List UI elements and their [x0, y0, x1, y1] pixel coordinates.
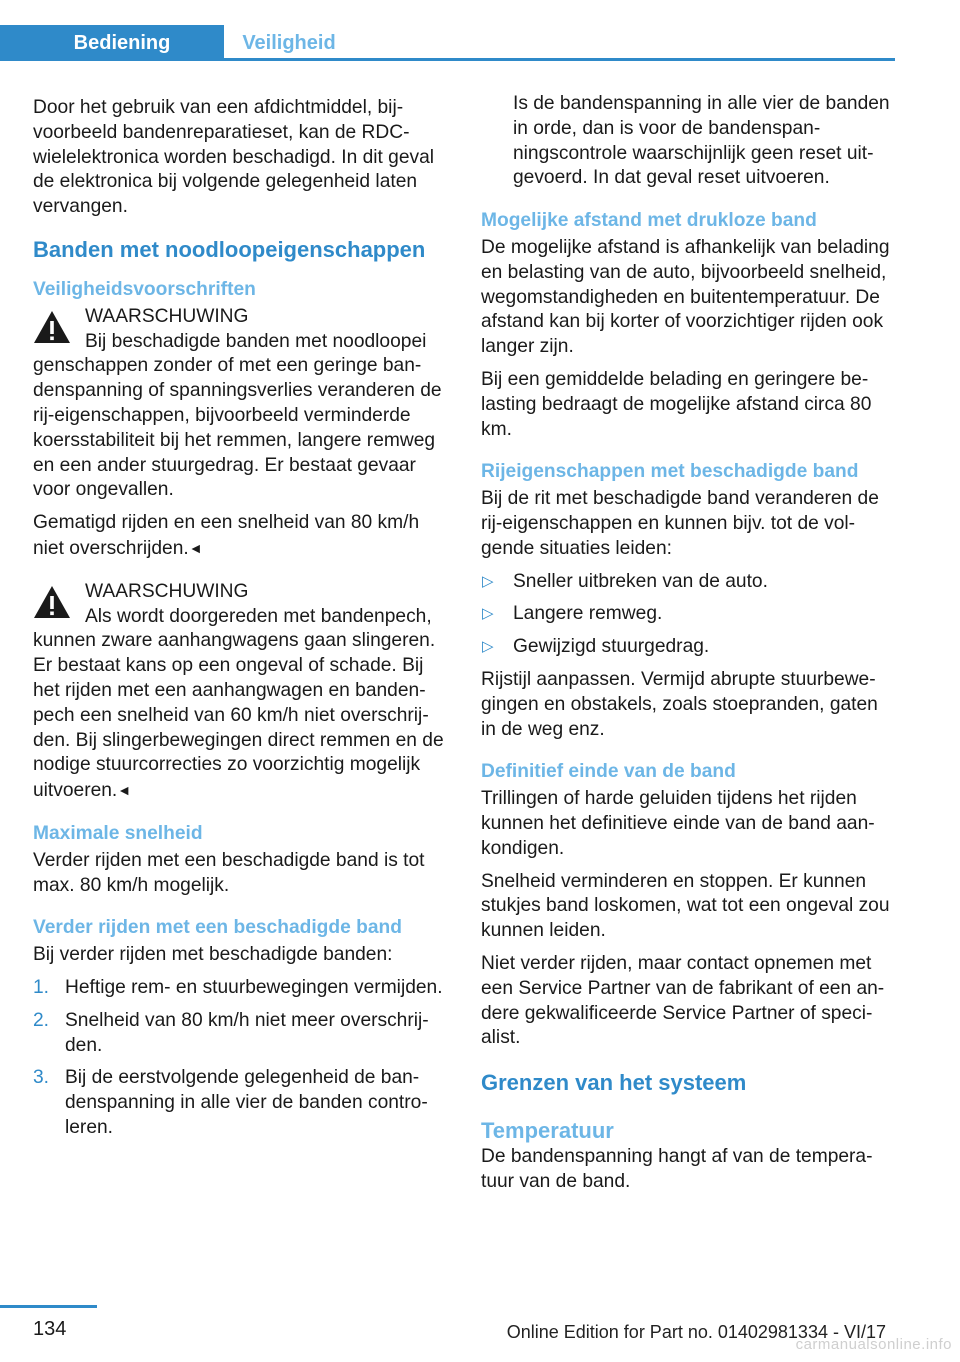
- footer-rule: [0, 1305, 97, 1308]
- warning-1-followup-text: Gematigd rijden en een snelheid van 80 km/h niet overschrijden.: [33, 512, 420, 559]
- heading-temperatuur: Temperatuur: [481, 1118, 614, 1144]
- heading-veiligheidsvoorschriften: Veiligheidsvoorschriften: [33, 278, 256, 300]
- rij-after-paragraph: Rijstijl aanpassen. Vermijd abrupte stuurbewegingen en obstakels, zoals stoepranden, gaten in de weg enz.: [481, 668, 878, 740]
- step-number: 3.: [33, 1067, 50, 1089]
- warning-triangle-icon: [33, 585, 71, 619]
- left-column: [33, 96, 451, 1149]
- right-column: [481, 92, 895, 1203]
- warning-title: WAARSCHUWING: [85, 305, 249, 327]
- step-number: 1.: [33, 976, 50, 998]
- end-mark: ◄: [117, 782, 132, 799]
- steps-list: [33, 976, 451, 1141]
- einde-paragraph-3: Niet verder rijden, maar contact opnemen met een Service Partner van de fabrikant of een andere gekwalificeerde Service Partner of specialist.: [481, 952, 885, 1049]
- warning-1-followup: [33, 511, 451, 562]
- heading-mogelijke-afstand: Mogelijke afstand met drukloze band: [481, 210, 817, 232]
- step-text: Heftige rem- en stuurbewegingen vermijden.: [65, 976, 443, 998]
- warning-first-line: Bij beschadigde banden met noodloopei: [85, 330, 427, 352]
- continued-step-paragraph: Is de bandenspanning in alle vier de banden in orde, dan is voor de bandenspanningscontrole waarschijnlijk geen reset uitgevoerd. In dat geval reset uitvoeren.: [513, 93, 890, 189]
- chapter-tabbar: [0, 25, 895, 61]
- warning-first-line: Als wordt doorgereden met bandenpech,: [85, 605, 432, 627]
- warning-body-text: kunnen zware aanhangwagens gaan slingeren. Er bestaat kans op een ongeval of schade. Bij het rijden met een aanhangwagen en bandenpech een snelheid van 60 km/h niet overschrijden. Bij slingerbewegingen direct remmen en de nodige stuurcorrecties zo voorzichtig mogelijk uitvoeren.: [33, 630, 444, 802]
- heading-noodloop: Banden met noodloopeigenschappen: [33, 236, 426, 262]
- bullet-text: Sneller uitbreken van de auto.: [513, 570, 768, 592]
- page-number: 134: [33, 1318, 67, 1340]
- list-item: [33, 976, 451, 1001]
- warning-block-1: [33, 305, 451, 503]
- heading-definitief-einde: Definitief einde van de band: [481, 761, 736, 783]
- max-paragraph: Verder rijden met een beschadigde band is tot max. 80 km/h mogelijk.: [33, 849, 425, 896]
- bullet-triangle-icon: ▷: [482, 572, 494, 590]
- intro-paragraph: Door het gebruik van een afdichtmiddel, bijvoorbeeld bandenreparatieset, kan de RDC-wielelektronica worden beschadigd. In dit geval de elektronica bij volgende gelegenheid laten vervangen.: [33, 97, 435, 218]
- warning-body: genschappen zonder of met een geringe bandenspanning of spanningsverlies veranderen de rij-eigenschappen, bijvoorbeeld verminderde koersstabiliteit bij het remmen, langere remweg en een ander stuurgedrag. Er bestaat gevaar voor ongevallen.: [33, 355, 442, 501]
- list-item: [481, 635, 895, 660]
- step-number: 2.: [33, 1009, 50, 1031]
- warning-body: [33, 629, 451, 804]
- rij-intro: Bij de rit met beschadigde band veranderen de rij-eigenschappen en kunnen bijv. tot de volgende situaties leiden:: [481, 488, 879, 559]
- list-item: [33, 1066, 451, 1140]
- tabbar-rule: [0, 58, 895, 61]
- warning-triangle-icon: [33, 310, 71, 344]
- tab-veiligheid[interactable]: Veiligheid: [242, 31, 336, 54]
- bullet-text: Langere remweg.: [513, 603, 663, 625]
- heading-rijeigenschappen: Rijeigenschappen met beschadigde band: [481, 461, 859, 483]
- verder-intro: Bij verder rijden met beschadigde banden:: [33, 944, 393, 966]
- afstand-paragraph-1: De mogelijke afstand is afhankelijk van belading en belasting van de auto, bijvoorbeeld snelheid, wegomstandigheden en buitentemperatuur. De afstand kan bij korter of voorzichtiger rijden ook langer zijn.: [481, 236, 890, 358]
- bullet-triangle-icon: ▷: [482, 638, 494, 656]
- end-mark: ◄: [188, 539, 203, 556]
- list-item: [33, 1009, 451, 1059]
- warning-block-2: [33, 580, 451, 804]
- step-text: Snelheid van 80 km/h niet meer overschrijden.: [65, 1009, 429, 1056]
- bullet-list: [481, 570, 895, 660]
- heading-maximale-snelheid: Maximale snelheid: [33, 822, 203, 844]
- step-text: Bij de eerstvolgende gelegenheid de bandenspanning in alle vier de banden controleren.: [65, 1067, 428, 1138]
- bullet-triangle-icon: ▷: [482, 605, 494, 623]
- bullet-text: Gewijzigd stuurgedrag.: [513, 636, 710, 658]
- warning-title: WAARSCHUWING: [85, 580, 249, 602]
- watermark-text: carmanualsonline.info: [795, 1336, 952, 1353]
- heading-grenzen: Grenzen van het systeem: [481, 1070, 747, 1096]
- edition-text: Online Edition for Part no. 01402981334 - VI/17: [506, 1322, 886, 1342]
- temperatuur-paragraph: De bandenspanning hangt af van de temperatuur van de band.: [481, 1146, 873, 1192]
- afstand-paragraph-2: Bij een gemiddelde belading en geringere belasting bedraagt de mogelijke afstand circa 80 km.: [481, 368, 872, 440]
- einde-paragraph-2: Snelheid verminderen en stoppen. Er kunnen stukjes band loskomen, wat tot een ongeval zou kunnen leiden.: [481, 870, 890, 942]
- heading-verder-rijden: Verder rijden met een beschadigde band: [33, 917, 402, 939]
- list-item: [481, 602, 895, 627]
- list-item: [481, 570, 895, 595]
- tab-bediening[interactable]: Bediening: [0, 25, 224, 61]
- einde-paragraph-1: Trillingen of harde geluiden tijdens het rijden kunnen het definitieve einde van de band aankondigen.: [481, 788, 875, 859]
